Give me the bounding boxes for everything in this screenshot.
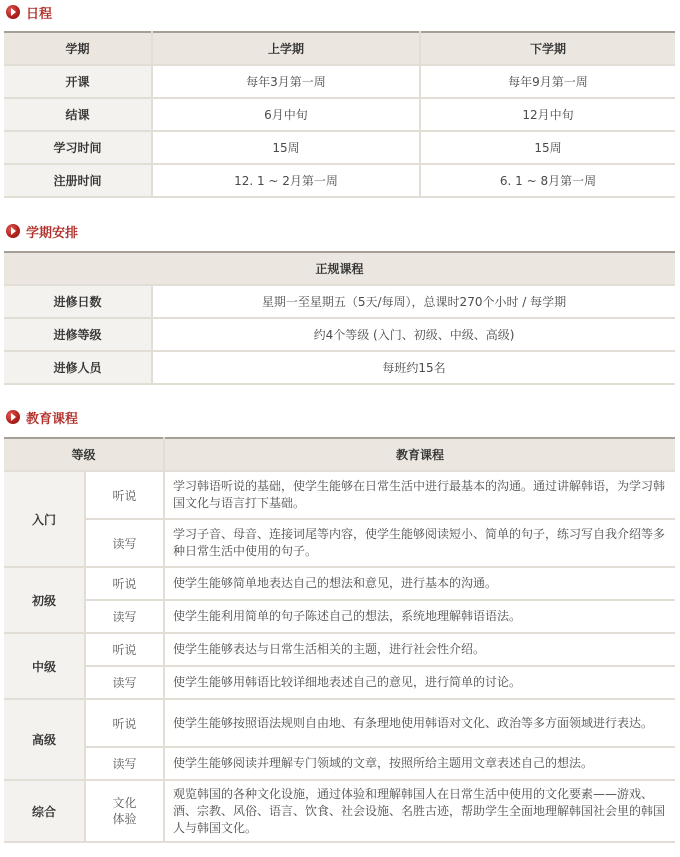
course-description: 使学生能利用简单的句子陈述自己的想法，系统地理解韩语语法。 bbox=[164, 600, 675, 633]
schedule-title-text: 日程 bbox=[26, 6, 53, 22]
table-row bbox=[4, 600, 675, 633]
courses-table bbox=[4, 437, 675, 843]
skill-type: 听说 bbox=[85, 633, 164, 666]
table-row bbox=[4, 131, 675, 164]
level-name: 高级 bbox=[4, 699, 85, 780]
row-label: 注册时间 bbox=[4, 164, 152, 197]
table-row bbox=[4, 318, 675, 351]
course-description: 使学生能够简单地表达自己的想法和意见，进行基本的沟通。 bbox=[164, 567, 675, 600]
second-term-value: 每年9月第一周 bbox=[420, 65, 675, 98]
level-name: 综合 bbox=[4, 780, 85, 842]
skill-type: 读写 bbox=[85, 747, 164, 780]
course-description: 学习子音、母音、连接词尾等内容，使学生能够阅读短小、简单的句子，练习写自我介绍等多种日常生活中使用的句子。 bbox=[164, 519, 675, 567]
row-label: 进修日数 bbox=[4, 285, 152, 318]
courses-header-row bbox=[4, 438, 675, 471]
course-description: 使学生能够用韩语比较详细地表述自己的意见，进行简单的讨论。 bbox=[164, 666, 675, 699]
row-label: 学习时间 bbox=[4, 131, 152, 164]
row-value: 星期一至星期五（5天/每周），总课时270个小时 / 每学期 bbox=[152, 285, 675, 318]
schedule-header-first-term: 上学期 bbox=[152, 32, 420, 65]
first-term-value: 每年3月第一周 bbox=[152, 65, 420, 98]
courses-header-course: 教育课程 bbox=[164, 438, 675, 471]
row-value: 每班约15名 bbox=[152, 351, 675, 384]
skill-type: 读写 bbox=[85, 666, 164, 699]
courses-header-level: 等级 bbox=[4, 438, 164, 471]
table-row bbox=[4, 666, 675, 699]
table-row bbox=[4, 98, 675, 131]
table-row bbox=[4, 351, 675, 384]
table-row bbox=[4, 65, 675, 98]
arrangement-header-row bbox=[4, 252, 675, 285]
table-row bbox=[4, 747, 675, 780]
arrangement-section-title bbox=[6, 221, 78, 241]
course-description: 使学生能够表达与日常生活相关的主题，进行社会性介绍。 bbox=[164, 633, 675, 666]
red-arrow-bullet-icon bbox=[6, 5, 20, 19]
level-name: 中级 bbox=[4, 633, 85, 699]
schedule-header-term: 学期 bbox=[4, 32, 152, 65]
first-term-value: 12. 1 ~ 2月第一周 bbox=[152, 164, 420, 197]
schedule-header-second-term: 下学期 bbox=[420, 32, 675, 65]
table-row bbox=[4, 699, 675, 747]
second-term-value: 12月中旬 bbox=[420, 98, 675, 131]
row-label: 开课 bbox=[4, 65, 152, 98]
skill-type: 读写 bbox=[85, 519, 164, 567]
level-name: 初级 bbox=[4, 567, 85, 633]
row-label: 结课 bbox=[4, 98, 152, 131]
course-description: 使学生能够阅读并理解专门领域的文章，按照所给主题用文章表述自己的想法。 bbox=[164, 747, 675, 780]
skill-type: 听说 bbox=[85, 471, 164, 519]
table-row bbox=[4, 519, 675, 567]
second-term-value: 15周 bbox=[420, 131, 675, 164]
table-row bbox=[4, 633, 675, 666]
courses-title-text: 教育课程 bbox=[26, 411, 79, 427]
schedule-table bbox=[4, 31, 675, 198]
schedule-section-title bbox=[6, 2, 52, 22]
course-description: 使学生能够按照语法规则自由地、有条理地使用韩语对文化、政治等多方面领域进行表达。 bbox=[164, 699, 675, 747]
arrangement-table bbox=[4, 251, 675, 385]
skill-type: 文化 体验 bbox=[85, 780, 164, 842]
second-term-value: 6. 1 ~ 8月第一周 bbox=[420, 164, 675, 197]
row-label: 进修人员 bbox=[4, 351, 152, 384]
level-name: 入门 bbox=[4, 471, 85, 567]
skill-type: 听说 bbox=[85, 567, 164, 600]
arrangement-title-text: 学期安排 bbox=[26, 225, 79, 241]
table-row bbox=[4, 567, 675, 600]
course-description: 学习韩语听说的基础，使学生能够在日常生活中进行最基本的沟通。通过讲解韩语，为学习韩国文化与语言打下基础。 bbox=[164, 471, 675, 519]
course-description: 观览韩国的各种文化设施，通过体验和理解韩国人在日常生活中使用的文化要素——游戏、酒、宗教、风俗、语言、饮食、社会设施、名胜古迹，帮助学生全面地理解韩国社会里的韩国人与韩国文化。 bbox=[164, 780, 675, 842]
red-arrow-bullet-icon bbox=[6, 410, 20, 424]
schedule-header-row bbox=[4, 32, 675, 65]
row-value: 约4个等级 (入门、初级、中级、高级) bbox=[152, 318, 675, 351]
table-row bbox=[4, 285, 675, 318]
table-row bbox=[4, 164, 675, 197]
courses-section-title bbox=[6, 407, 78, 427]
first-term-value: 15周 bbox=[152, 131, 420, 164]
table-row bbox=[4, 471, 675, 519]
skill-type: 读写 bbox=[85, 600, 164, 633]
red-arrow-bullet-icon bbox=[6, 224, 20, 238]
arrangement-header: 正规课程 bbox=[4, 252, 675, 285]
table-row bbox=[4, 780, 675, 842]
first-term-value: 6月中旬 bbox=[152, 98, 420, 131]
row-label: 进修等级 bbox=[4, 318, 152, 351]
skill-type: 听说 bbox=[85, 699, 164, 747]
